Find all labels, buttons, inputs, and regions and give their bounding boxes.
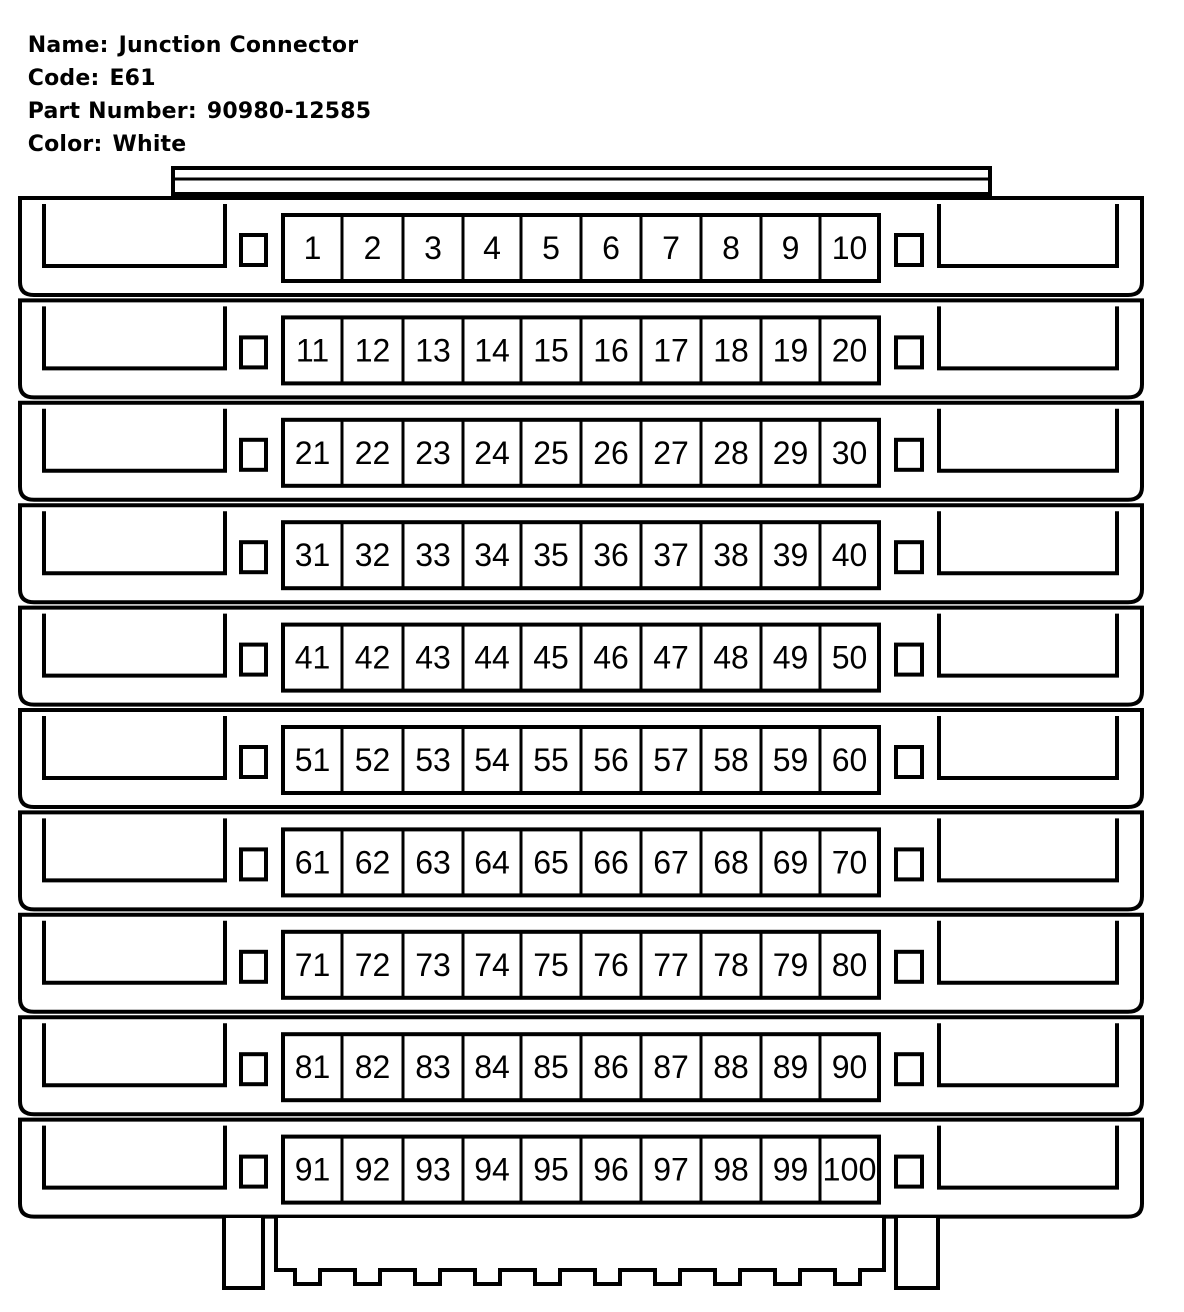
pin-label: 50 [831,639,868,676]
pin-label: 78 [713,946,749,983]
pin-label: 72 [354,946,391,983]
pin-label: 93 [415,1151,451,1188]
pin-label: 26 [593,434,629,471]
pin-label: 62 [354,844,391,881]
pin-label: 31 [294,537,331,574]
pin-label: 88 [713,1049,749,1086]
pin-label: 95 [533,1151,569,1188]
pin-label: 100 [822,1151,877,1188]
pin-label: 46 [593,639,629,676]
right-key-square [896,337,922,367]
pin-label: 6 [602,230,620,266]
pin-label: 35 [533,537,569,574]
pin-label: 22 [354,434,391,471]
pin-label: 82 [354,1049,391,1086]
left-key-square [241,952,266,982]
pin-label: 12 [354,332,391,369]
right-foot [896,1218,938,1288]
color-label: Color: [27,132,103,157]
pin-label: 96 [593,1151,629,1188]
pin-label: 77 [653,946,689,983]
left-foot [224,1218,263,1288]
pin-label: 10 [831,230,868,266]
right-key-square [896,1157,922,1187]
pin-label: 51 [294,742,331,778]
pin-label: 34 [474,537,510,574]
pin-label: 17 [653,332,689,369]
pin-label: 54 [474,742,510,778]
pin-label: 2 [363,230,382,266]
pin-label: 92 [354,1151,391,1188]
part-number-value: 90980-12585 [206,99,372,124]
left-key-square [241,542,266,572]
pin-label: 61 [294,844,331,881]
pin-label: 75 [533,946,569,983]
pin-label: 67 [653,844,689,881]
pin-label: 28 [713,434,749,471]
part-number-label: Part Number: [27,99,197,124]
pin-label: 18 [713,332,749,369]
pin-label: 39 [772,537,809,574]
pin-label: 69 [772,844,809,881]
pin-label: 91 [294,1151,331,1188]
right-key-square [896,747,922,777]
pin-label: 47 [653,639,689,676]
pin-label: 44 [474,639,510,676]
pin-label: 1 [303,230,322,266]
pin-label: 13 [415,332,451,369]
right-key-square [896,849,922,879]
pin-label: 87 [653,1049,689,1086]
left-key-square [241,1157,266,1187]
pin-label: 76 [593,946,629,983]
pin-label: 56 [593,742,629,778]
pin-label: 19 [772,332,809,369]
pin-label: 40 [831,537,868,574]
pin-label: 15 [533,332,569,369]
pin-label: 68 [713,844,749,881]
pin-label: 86 [593,1049,629,1086]
pin-label: 14 [474,332,510,369]
pin-label: 98 [713,1151,749,1188]
pin-label: 8 [722,230,740,266]
pin-label: 36 [593,537,629,574]
code-label: Code: [27,66,100,91]
bottom-comb [276,1218,884,1284]
pin-label: 11 [295,332,330,369]
pin-label: 45 [533,639,569,676]
pin-label: 41 [294,639,331,676]
right-key-square [896,542,922,572]
pin-label: 20 [831,332,868,369]
pin-label: 29 [772,434,809,471]
pin-label: 71 [294,946,331,983]
pin-label: 97 [653,1151,689,1188]
pin-label: 63 [415,844,451,881]
right-key-square [896,645,922,675]
pin-label: 94 [474,1151,510,1188]
name-value: Junction Connector [118,33,359,58]
pin-label: 48 [713,639,749,676]
pin-label: 73 [415,946,451,983]
right-key-square [896,440,922,470]
pin-label: 5 [542,230,560,266]
pin-label: 33 [415,537,451,574]
pin-label: 81 [294,1049,331,1086]
code-value: E61 [109,66,156,91]
pin-label: 43 [415,639,451,676]
pin-label: 57 [653,742,689,778]
pin-label: 70 [831,844,868,881]
pin-label: 74 [474,946,510,983]
left-key-square [241,747,266,777]
name-label: Name: [27,33,109,58]
right-key-square [896,952,922,982]
pin-label: 60 [831,742,868,778]
pin-label: 37 [653,537,689,574]
pin-label: 66 [593,844,629,881]
pin-label: 42 [354,639,391,676]
left-key-square [241,440,266,470]
pin-label: 30 [831,434,868,471]
pin-label: 52 [354,742,391,778]
pin-label: 38 [713,537,749,574]
pin-label: 79 [772,946,809,983]
pin-label: 85 [533,1049,569,1086]
pin-label: 16 [593,332,629,369]
pin-label: 9 [781,230,800,266]
pin-label: 49 [772,639,809,676]
pin-label: 84 [474,1049,510,1086]
pin-label: 25 [533,434,569,471]
pin-label: 59 [772,742,809,778]
pin-label: 4 [483,230,501,266]
left-key-square [241,337,266,367]
top-latch [173,168,990,194]
pin-label: 65 [533,844,569,881]
pin-label: 7 [662,230,680,266]
pin-label: 27 [653,434,689,471]
color-value: White [112,132,187,157]
pin-label: 99 [772,1151,809,1188]
pin-label: 23 [415,434,451,471]
right-key-square [896,235,922,265]
left-key-square [241,1054,266,1084]
pin-label: 83 [415,1049,451,1086]
right-key-square [896,1054,922,1084]
pin-label: 3 [424,230,442,266]
pin-label: 89 [772,1049,809,1086]
left-key-square [241,849,266,879]
pin-label: 80 [831,946,868,983]
pin-label: 64 [474,844,510,881]
pin-label: 24 [474,434,510,471]
left-key-square [241,235,266,265]
left-key-square [241,645,266,675]
pin-label: 55 [533,742,569,778]
pin-label: 21 [294,434,331,471]
pin-label: 90 [831,1049,868,1086]
pin-label: 32 [354,537,391,574]
pin-label: 58 [713,742,749,778]
pin-label: 53 [415,742,451,778]
